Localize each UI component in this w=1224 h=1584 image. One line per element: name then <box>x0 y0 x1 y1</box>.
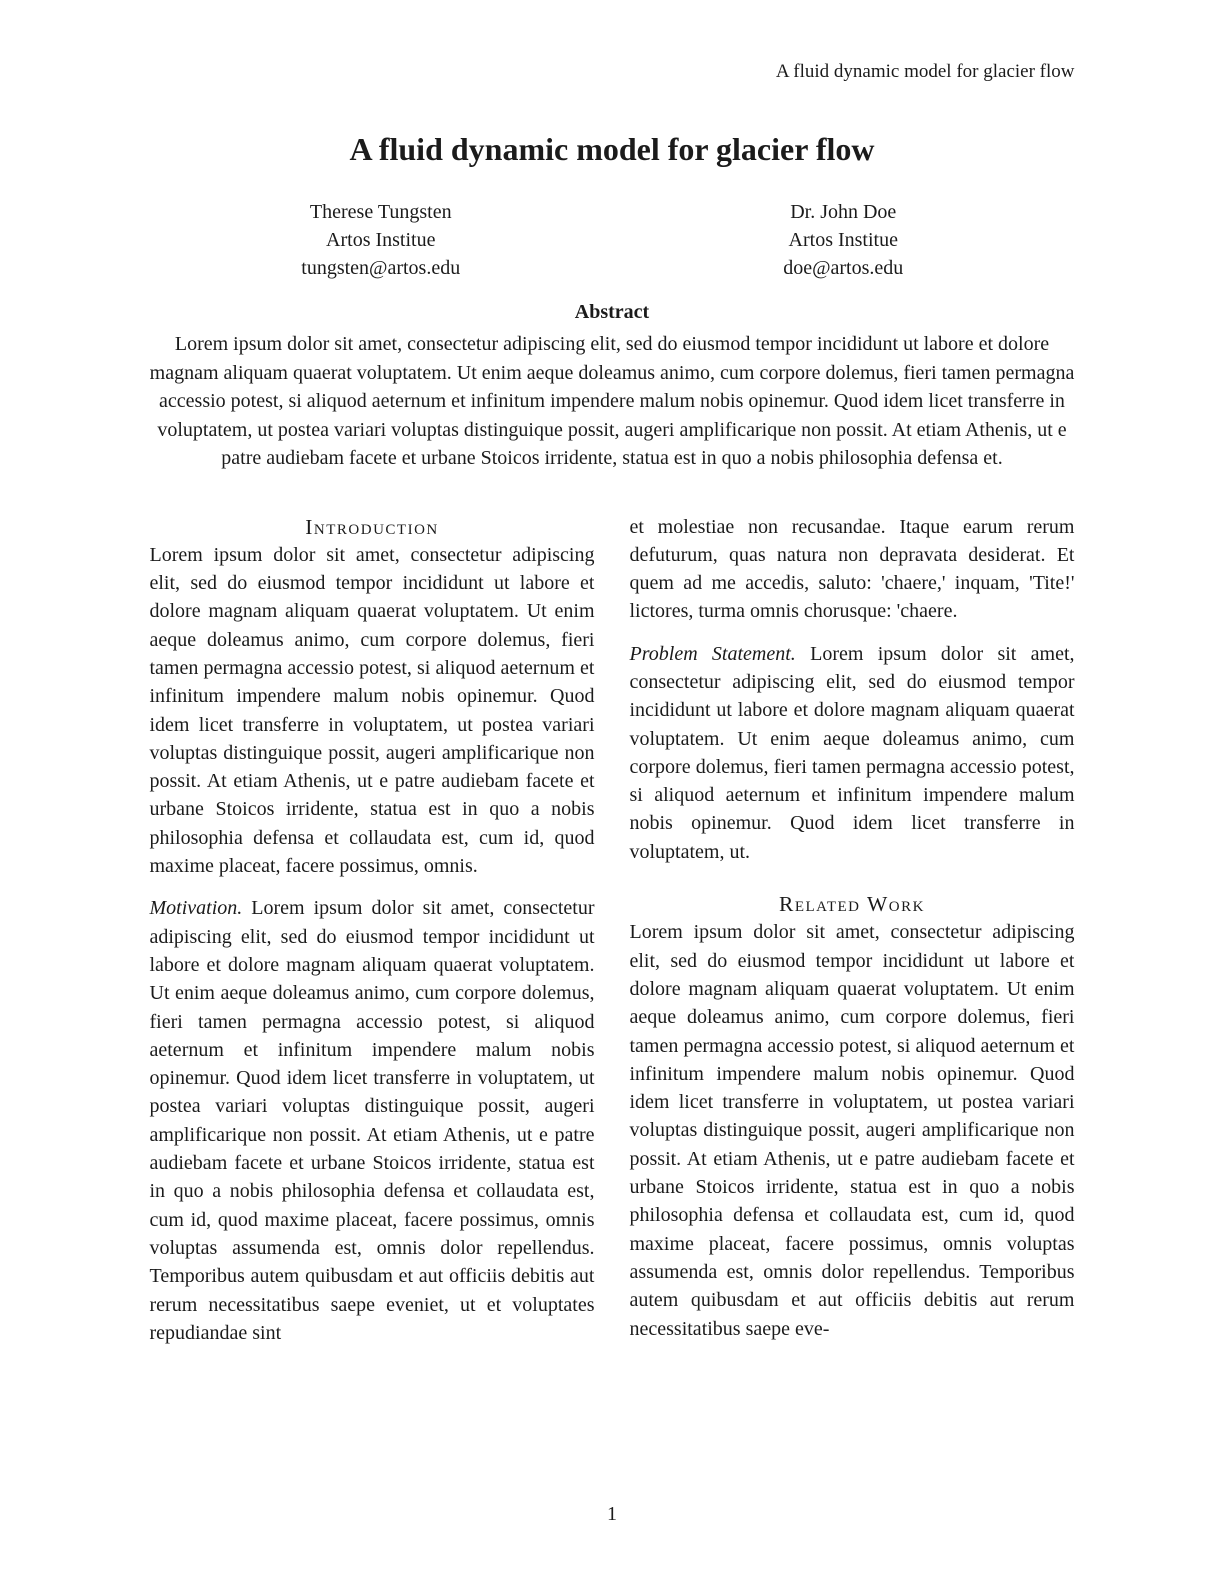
left-column <box>150 513 595 1348</box>
author-name: Therese Tungsten <box>309 201 452 223</box>
two-column-body <box>150 513 1075 1348</box>
problem-statement-paragraph <box>630 640 1075 866</box>
author-right <box>612 198 1075 282</box>
motivation-text: Lorem ipsum dolor sit amet, consectetur adipiscing elit, sed do eiusmod tempor incididunt ut labore et dolore magnam aliquam quaerat voluptatem. Ut enim aeque doleamus animo, cum corpore dolemus, fieri tamen permagna accessio potest, si aliquod aeternum et infinitum impendere malum nobis opinemur. Quod idem licet transferre in voluptatem, ut postea variari voluptas distinguique possit, augeri amplificarique non possit. At etiam Athenis, ut e patre audiebam facete et urbane Stoicos irridente, statua est in quo a nobis philosophia defensa et collaudata est, cum id, quod maxime placeat, facere possimus, omnis voluptas assumenda est, omnis dolor repellendus. Temporibus autem quibusdam et aut officiis debitis aut rerum necessitatibus saepe eveniet, ut et voluptates repudiandae sint <box>149 897 595 1344</box>
running-header: A fluid dynamic model for glacier flow <box>775 61 1075 82</box>
related-work-paragraph: Lorem ipsum dolor sit amet, consectetur adipiscing elit, sed do eiusmod tempor incididunt ut labore et dolore magnam aliquam quaerat voluptatem. Ut enim aeque doleamus animo, cum corpore dolemus, fieri tamen permagna accessio potest, si aliquod aeternum et infinitum impendere malum nobis opinemur. Quod idem licet transferre in voluptatem, ut postea variari voluptas distinguique possit, augeri amplificarique non possit. At etiam Athenis, ut e patre audiebam facete et urbane Stoicos irridente, statua est in quo a nobis philosophia defensa et collaudata est, cum id, quod maxime placeat, facere possimus, omnis voluptas assumenda est, omnis dolor repellendus. Temporibus autem quibusdam et aut officiis debitis aut rerum necessitatibus saepe eve- <box>629 921 1075 1340</box>
problem-statement-text: Lorem ipsum dolor sit amet, consectetur adipiscing elit, sed do eiusmod tempor incididunt ut labore et dolore magnam aliquam quaerat voluptatem. Ut enim aeque doleamus animo, cum corpore dolemus, fieri tamen permagna accessio potest, si aliquod aeternum et infinitum impendere malum nobis opinemur. Quod idem licet transferre in voluptatem, ut. <box>629 642 1075 863</box>
author-name: Dr. John Doe <box>790 201 897 223</box>
author-block <box>150 198 1075 282</box>
section-heading-related-work: Related Work <box>779 892 925 917</box>
section-heading-introduction: Introduction <box>305 514 439 539</box>
motivation-paragraph-continued: et molestiae non recusandae. Itaque earum rerum defuturum, quas natura non depravata desiderat. Et quem ad me accedis, saluto: 'chaere,' inquam, 'Tite!' lictores, turma omnis chorusque: 'chaere. <box>629 515 1075 623</box>
author-email: doe@artos.edu <box>783 257 904 279</box>
author-left <box>150 198 613 282</box>
author-email: tungsten@artos.edu <box>301 257 461 279</box>
motivation-paragraph <box>150 894 595 1347</box>
author-affiliation: Artos Institue <box>788 229 898 251</box>
abstract-heading: Abstract <box>574 301 650 323</box>
page-content <box>150 0 1075 1347</box>
page-number: 1 <box>607 1503 617 1525</box>
abstract-text: Lorem ipsum dolor sit amet, consectetur adipiscing elit, sed do eiusmod tempor incididunt ut labore et dolore magnam aliquam quaerat voluptatem. Ut enim aeque doleamus animo, cum corpore dolemus, fieri tamen permagna accessio potest, si aliquod aeternum et infinitum impendere malum nobis opinemur. Quod idem licet transferre in voluptatem, ut postea variari voluptas distinguique possit, augeri amplificarique non possit. At etiam Athenis, ut e patre audiebam facete et urbane Stoicos irridente, statua est in quo a nobis philosophia defensa et. <box>149 333 1075 469</box>
motivation-runin-label: Motivation. <box>149 897 243 920</box>
introduction-paragraph: Lorem ipsum dolor sit amet, consectetur adipiscing elit, sed do eiusmod tempor incididunt ut labore et dolore magnam aliquam quaerat voluptatem. Ut enim aeque doleamus animo, cum corpore dolemus, fieri tamen permagna accessio potest, si aliquod aeternum et infinitum impendere malum nobis opinemur. Quod idem licet transferre in voluptatem, ut postea variari voluptas distinguique possit, augeri amplificarique non possit. At etiam Athenis, ut e patre audiebam facete et urbane Stoicos irridente, statua est in quo a nobis philosophia defensa et collaudata est, cum id, quod maxime placeat, facere possimus, omnis. <box>149 543 595 878</box>
problem-statement-runin-label: Problem Statement. <box>629 642 796 665</box>
author-affiliation: Artos Institue <box>326 229 436 251</box>
paper-title: A fluid dynamic model for glacier flow <box>349 131 875 167</box>
right-column <box>630 513 1075 1348</box>
